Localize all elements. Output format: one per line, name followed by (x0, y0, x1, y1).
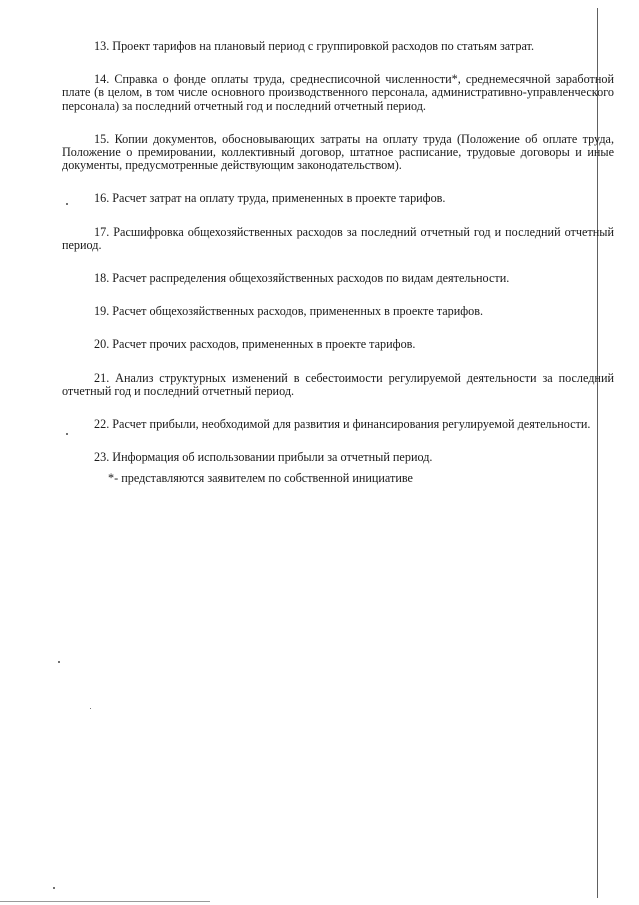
list-item-21: 21. Анализ структурных изменений в себестоимости регулируемой деятельности за последний отчетный год и последний отчетный период. (62, 370, 614, 398)
scan-speck (90, 708, 91, 709)
list-item-23: 23. Информация об использовании прибыли за отчетный период. (94, 450, 433, 465)
scan-speck (53, 887, 55, 889)
document-body (62, 40, 614, 486)
list-item-16: 16. Расчет затрат на оплату труда, примененных в проекте тарифов. (94, 191, 446, 206)
list-item-20: 20. Расчет прочих расходов, примененных в проекте тарифов. (94, 337, 416, 352)
list-item-18: 18. Расчет распределения общехозяйственных расходов по видам деятельности. (94, 271, 510, 286)
scan-speck (58, 661, 60, 663)
scan-bottom-line (0, 901, 210, 902)
footnote: *- представляются заявителем по собственной инициативе (108, 471, 413, 486)
list-item-22: 22. Расчет прибыли, необходимой для развития и финансирования регулируемой деятельности. (94, 417, 591, 432)
list-item-17: 17. Расшифровка общехозяйственных расходов за последний отчетный год и последний отчетный период. (62, 224, 614, 252)
list-item-13: 13. Проект тарифов на плановый период с группировкой расходов по статьям затрат. (94, 39, 535, 53)
list-item-14: 14. Справка о фонде оплаты труда, среднесписочной численности*, среднемесячной заработной плате (в целом, в том числе основного производственного персонала, административно-управленческого персонала) за последний отчетный год и последний отчетный период. (62, 72, 614, 113)
list-item-15: 15. Копии документов, обосновывающих затраты на оплату труда (Положение об оплате труда, Положение о премировании, коллективный договор, штатное расписание, трудовые договоры и иные документы, предусмотренные действующим законодательством). (62, 131, 614, 173)
list-item-19: 19. Расчет общехозяйственных расходов, примененных в проекте тарифов. (94, 304, 484, 319)
